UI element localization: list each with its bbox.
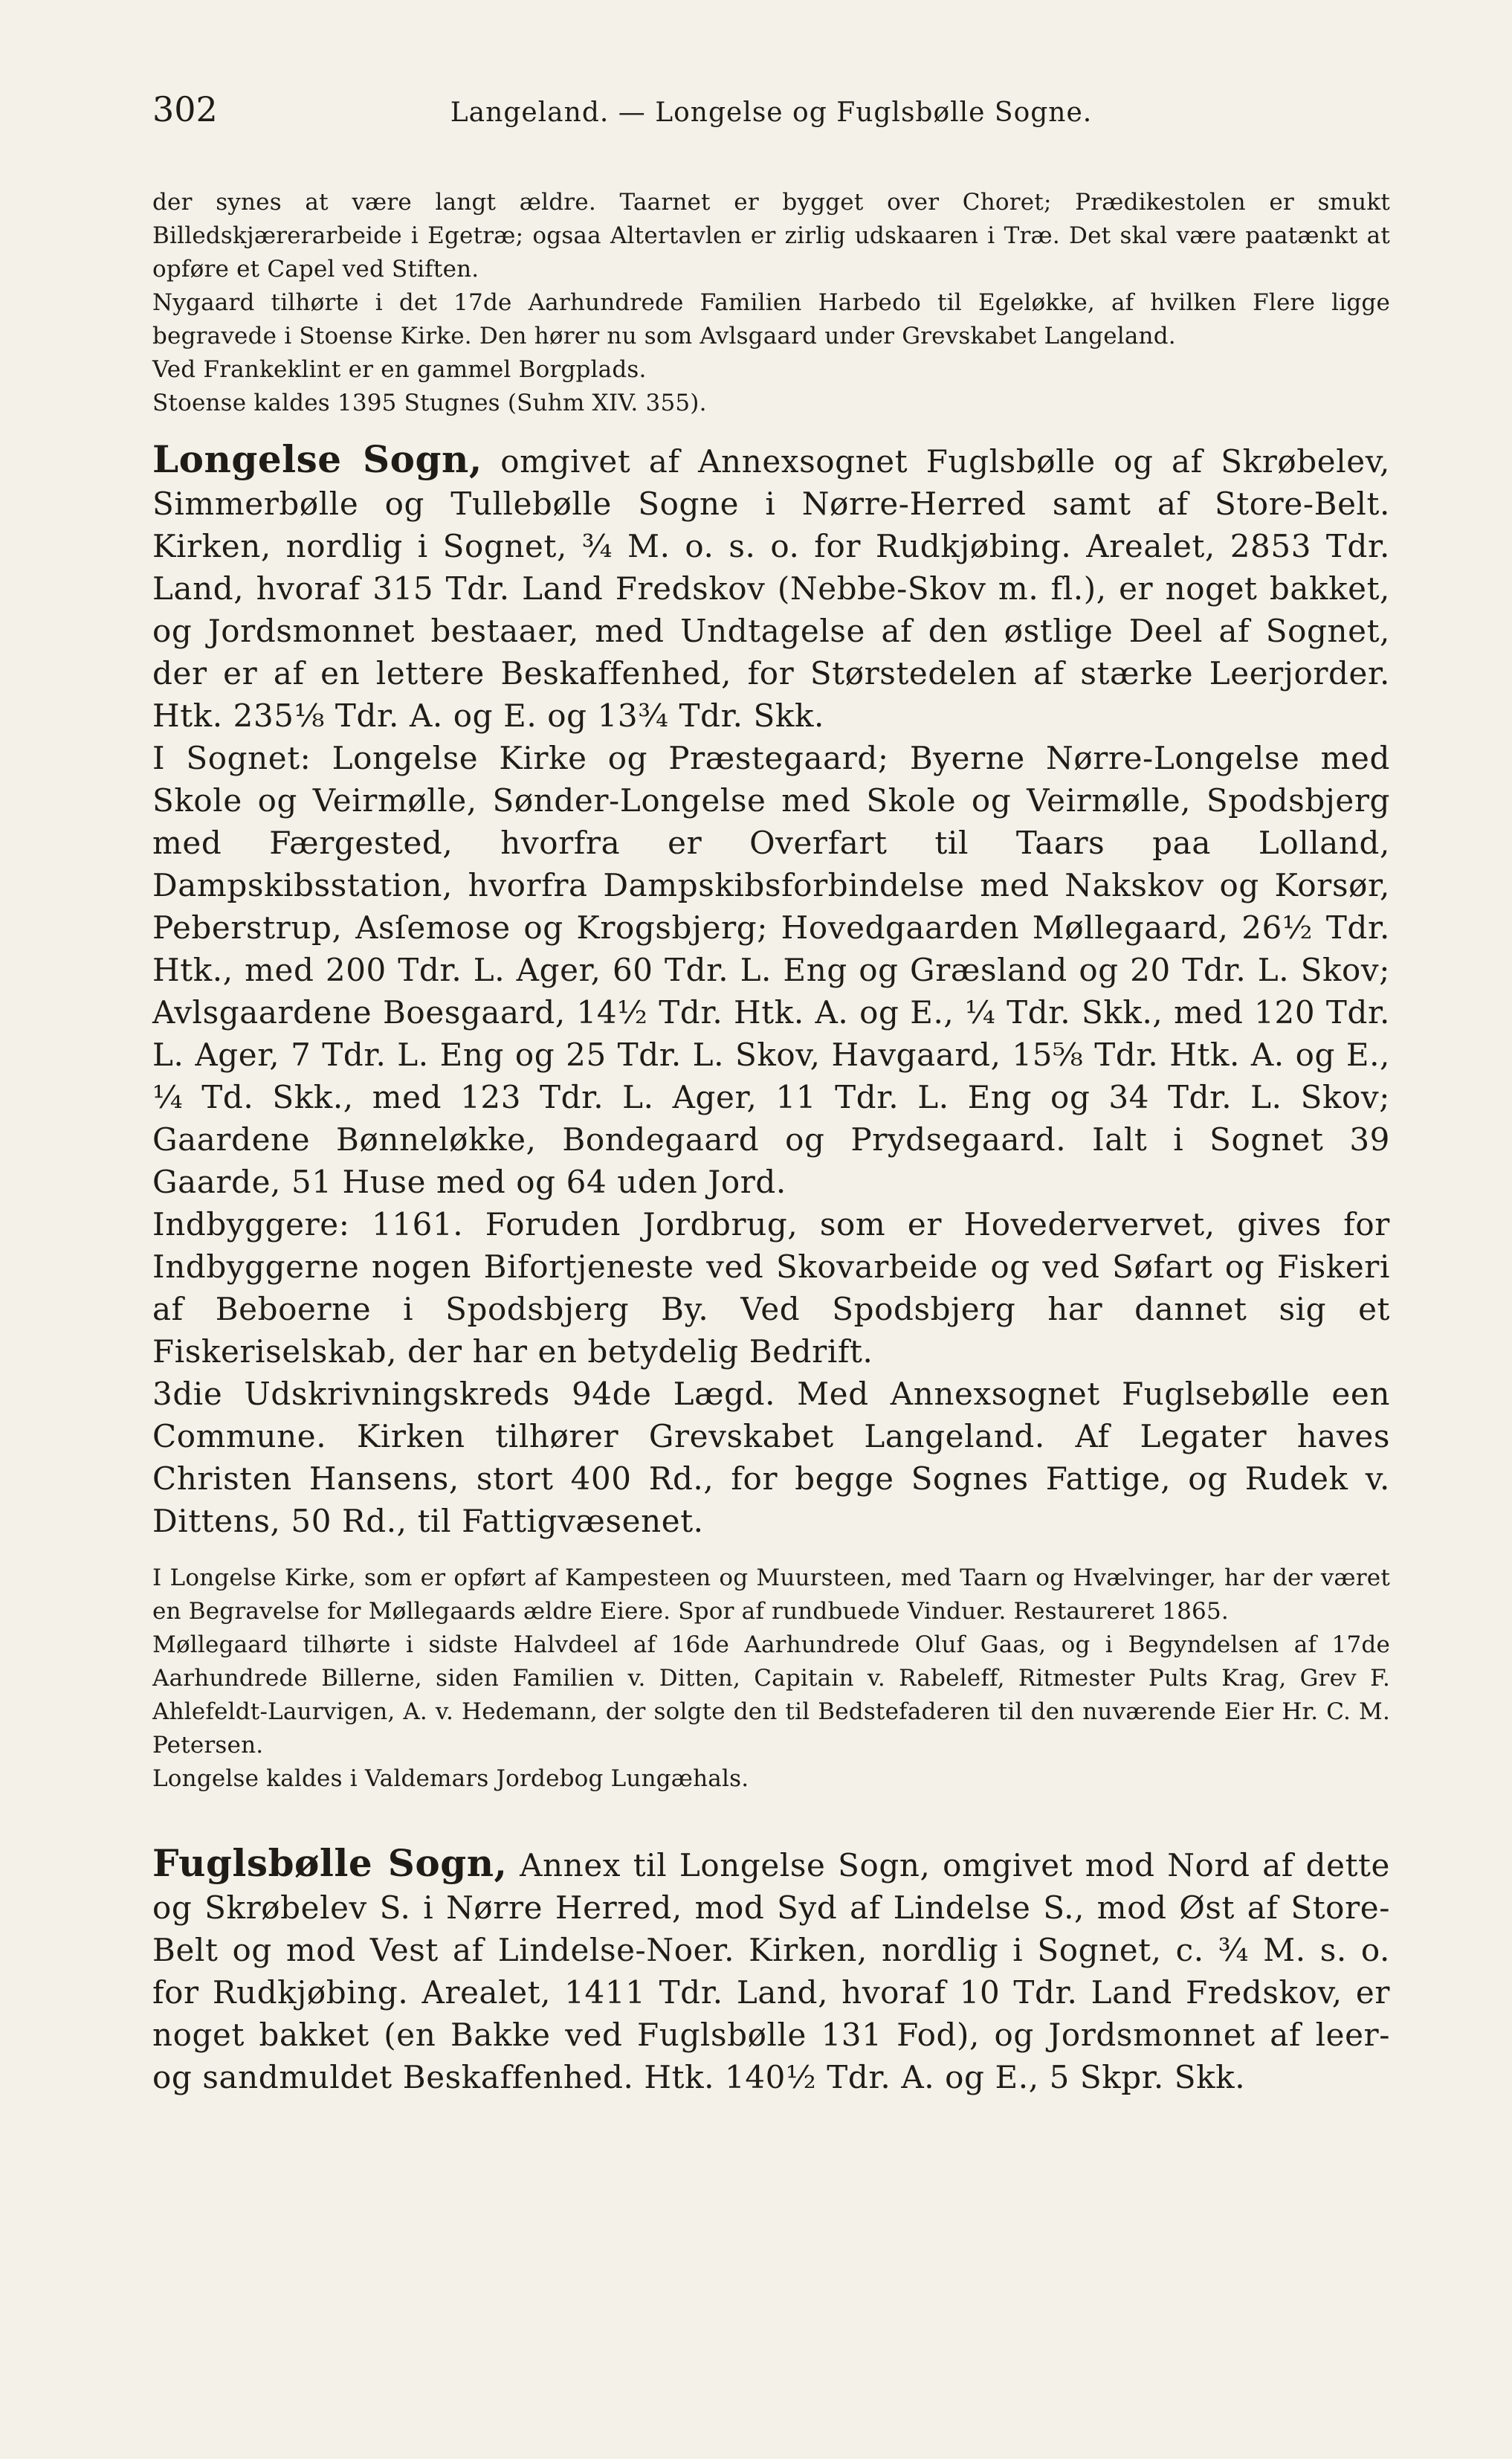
body-paragraph: 3die Udskrivningskreds 94de Lægd. Med Annexsognet Fuglsebølle een Commune. Kirken tilhører Grevskabet Langeland. Af Legater haves Christen Hansens, stort 400 Rd., for begge Sognes Fattige, og Rudek v. Dittens, 50 Rd., til Fattigvæsenet. [152,1376,1390,1539]
note-paragraph: Ved Frankeklint er en gammel Borgplads. [152,356,647,383]
body-paragraph: I Sognet: Longelse Kirke og Præstegaard; Byerne Nørre-Longelse med Skole og Veirmølle, Sønder-Longelse med Skole og Veirmølle, Spodsbjerg med Færgested, hvorfra er Overfart til Taars paa Lolland, Dampskibsstation, hvorfra Dampskibsforbindelse med Nakskov og Korsør, Peberstrup, Asſemose og Krogsbjerg; Hovedgaarden Møllegaard, 26½ Tdr. Htk., med 200 Tdr. L. Ager, 60 Tdr. L. Eng og Græsland og 20 Tdr. L. Skov; Avlsgaardene Boesgaard, 14½ Tdr. Htk. A. og E., ¼ Tdr. Skk., med 120 Tdr. L. Ager, 7 Tdr. L. Eng og 25 Tdr. L. Skov, Havgaard, 15⅝ Tdr. Htk. A. og E., ¼ Td. Skk., med 123 Tdr. L. Ager, 11 Tdr. L. Eng og 34 Tdr. L. Skov; Gaardene Bønneløkke, Bondegaard og Prydsegaard. Ialt i Sognet 39 Gaarde, 51 Huse med og 64 uden Jord. [152,740,1390,1200]
note-paragraph: Møllegaard tilhørte i sidste Halvdeel af 16de Aarhundrede Oluf Gaas, og i Begyndelsen af 17de Aarhundrede Billerne, siden Familien v. Ditten, Capitain v. Rabeleff, Ritmester Pults Krag, Grev F. Ahlefeldt-Laurvigen, A. v. Hedemann, der solgte den til Bedstefaderen til den nuværende Eier Hr. C. M. Petersen. [152,1631,1390,1759]
section-heading-fuglsbolle: Fuglsbølle Sogn, [152,1841,508,1885]
page-number: 302 [152,89,218,129]
note-paragraph: Longelse kaldes i Valdemars Jordebog Lungæhals. [152,1765,749,1792]
note-paragraph: Stoense kaldes 1395 Stugnes (Suhm XIV. 355). [152,390,707,416]
paragraph-text: Annex til Longelse Sogn, omgivet mod Nord af dette og Skrøbelev S. i Nørre Herred, mod Syd af Lindelse S., mod Øst af Store-Belt og mod Vest af Lindelse-Noer. Kirken, nordlig i Sognet, c. ¾ M. s. o. for Rudkjøbing. Arealet, 1411 Tdr. Land, hvoraf 10 Tdr. Land Fredskov, er noget bakket (en Bakke ved Fuglsbølle 131 Fod), og Jordsmonnet af leer- og sandmuldet Beskaffenhed. Htk. 140½ Tdr. A. og E., 5 Skpr. Skk. [152,1847,1390,2095]
body-paragraph [152,1842,1390,2098]
fuglsbolle-section [152,1842,1390,2098]
note-paragraph: Nygaard tilhørte i det 17de Aarhundrede Familien Harbedo til Egeløkke, af hvilken Flere ligge begravede i Stoense Kirke. Den hører nu som Avlsgaard under Grevskabet Langeland. [152,289,1390,349]
note-paragraph: I Longelse Kirke, som er opført af Kampesteen og Muursteen, med Taarn og Hvælvinger, har der været en Begravelse for Møllegaards ældre Eiere. Spor af rundbuede Vinduer. Restaureret 1865. [152,1564,1390,1625]
body-paragraph [152,438,1390,737]
longelse-notes [152,1562,1390,1796]
running-title: Langeland. — Longelse og Fuglsbølle Sogne. [450,97,1093,128]
body-paragraph: Indbyggere: 1161. Foruden Jordbrug, som er Hovedervervet, gives for Indbyggerne nogen Bifortjeneste ved Skovarbeide og ved Søfart og Fiskeri af Beboerne i Spodsbjerg By. Ved Spodsbjerg har dannet sig et Fiskeriselskab, der har en betydelig Bedrift. [152,1206,1390,1370]
paragraph-text: omgivet af Annexsognet Fuglsbølle og af Skrøbelev, Simmerbølle og Tullebølle Sogne i Nørre-Herred samt af Store-Belt. Kirken, nordlig i Sognet, ¾ M. o. s. o. for Rudkjøbing. Arealet, 2853 Tdr. Land, hvoraf 315 Tdr. Land Fredskov (Nebbe-Skov m. fl.), er noget bakket, og Jordsmonnet bestaaer, med Undtagelse af den østlige Deel af Sognet, der er af en lettere Beskaffenhed, for Størstedelen af stærke Leerjorder. Htk. 235⅛ Tdr. A. og E. og 13¾ Tdr. Skk. [152,443,1391,734]
book-page [152,89,1390,2379]
note-paragraph: der synes at være langt ældre. Taarnet er bygget over Choret; Prædikestolen er smukt Billedskjærerarbeide i Egetræ; ogsaa Altertavlen er zirlig udskaaren i Træ. Det skal være paatænkt at opføre et Capel ved Stiften. [152,189,1390,283]
intro-notes [152,186,1390,420]
section-heading-longelse: Longelse Sogn, [152,437,482,481]
page-header [152,89,1390,134]
longelse-section [152,438,1390,1796]
